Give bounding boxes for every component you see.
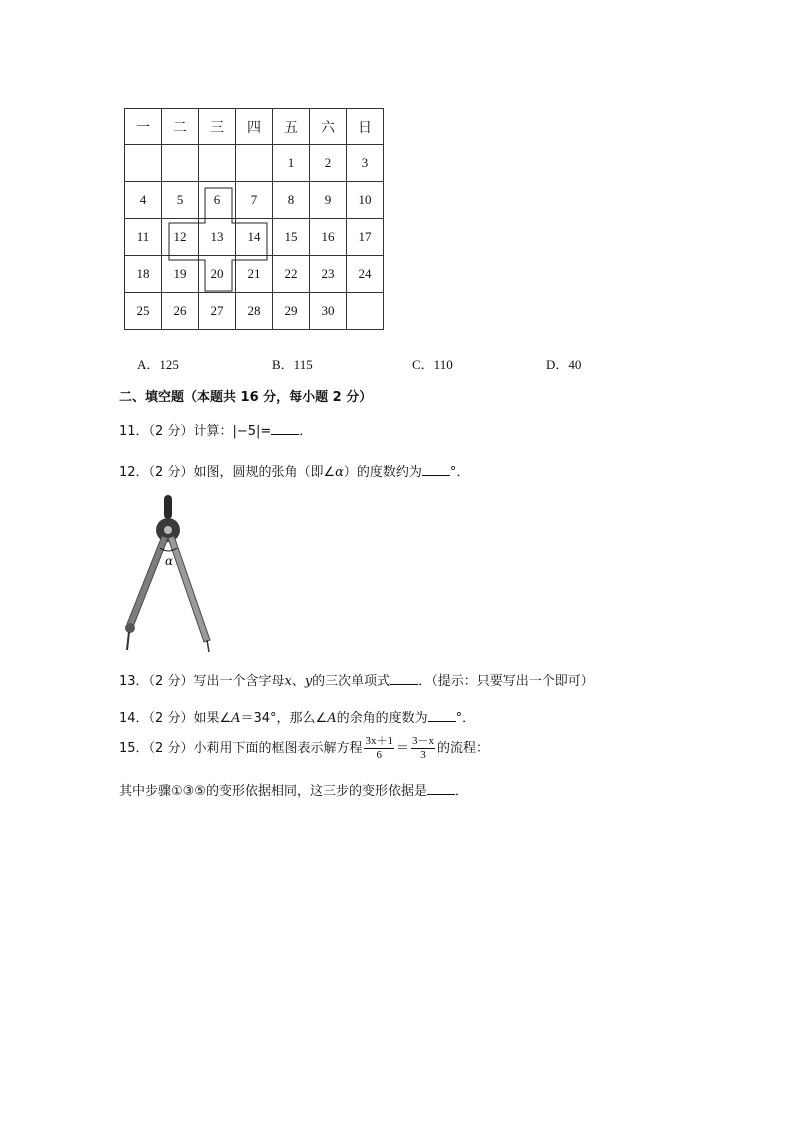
- calendar-cell: [162, 145, 199, 182]
- question-13: [119, 670, 594, 689]
- answer-blank: [428, 709, 456, 722]
- question-15-continuation: [119, 780, 468, 799]
- calendar-cell: 6: [199, 182, 236, 219]
- calendar-cell: 8: [273, 182, 310, 219]
- q12-suffix: °．: [449, 465, 470, 480]
- weekday-header: 日: [347, 109, 384, 145]
- var-A: A: [327, 711, 337, 726]
- weekday-header: 三: [199, 109, 236, 145]
- calendar-cell: 21: [236, 256, 273, 293]
- calendar-cell: 13: [199, 219, 236, 256]
- q15b-suffix: ．: [454, 784, 468, 799]
- q13-text: 13．（2 分）写出一个含字母: [119, 674, 285, 689]
- calendar-cell: 15: [273, 219, 310, 256]
- alpha-label: α: [165, 554, 174, 568]
- calendar-cell: 12: [162, 219, 199, 256]
- calendar-cell: 20: [199, 256, 236, 293]
- calendar-cell: 30: [310, 293, 347, 330]
- q15-suffix: 的流程：: [436, 741, 489, 756]
- calendar-row: [125, 293, 384, 330]
- compass-figure: [112, 492, 222, 657]
- calendar-cell: 25: [125, 293, 162, 330]
- weekday-header: 六: [310, 109, 347, 145]
- weekday-header: 四: [236, 109, 273, 145]
- calendar-cell: 9: [310, 182, 347, 219]
- calendar-cell: 26: [162, 293, 199, 330]
- calendar-row: [125, 145, 384, 182]
- compass-pencil-clamp: [125, 623, 135, 633]
- calendar-cell: [199, 145, 236, 182]
- calendar-cell: 3: [347, 145, 384, 182]
- var-x: x: [284, 674, 292, 689]
- q13-suffix: ．（提示：只要写出一个即可）: [418, 674, 594, 689]
- fraction-denominator: 3: [420, 749, 426, 761]
- calendar-cell: 16: [310, 219, 347, 256]
- var-A: A: [231, 711, 241, 726]
- q13-middle: 的三次单项式: [312, 674, 391, 689]
- compass-hinge-center: [164, 526, 172, 534]
- calendar-cell: 18: [125, 256, 162, 293]
- weekday-header: 二: [162, 109, 199, 145]
- q11-suffix: ．: [299, 424, 313, 439]
- equals-sign: ＝: [395, 741, 409, 756]
- question-15: [119, 735, 489, 762]
- calendar-cell: 4: [125, 182, 162, 219]
- answer-blank: [427, 782, 455, 795]
- q12-middle: ）的度数约为: [343, 465, 422, 480]
- question-14: [119, 707, 475, 726]
- calendar-cell: 24: [347, 256, 384, 293]
- weekday-header: 五: [273, 109, 310, 145]
- section-heading: 二、填空题（本题共 16 分，每小题 2 分）: [119, 390, 373, 405]
- calendar-cell: 19: [162, 256, 199, 293]
- weekday-header: 一: [125, 109, 162, 145]
- q15-text: 15．（2 分）小莉用下面的框图表示解方程: [119, 741, 363, 756]
- calendar-cell: 22: [273, 256, 310, 293]
- q14-eq: ＝34°，那么∠: [240, 711, 328, 726]
- question-11: [119, 420, 312, 439]
- answer-blank: [390, 672, 418, 685]
- calendar-row: [125, 182, 384, 219]
- calendar-cell: [236, 145, 273, 182]
- calendar-row: [125, 256, 384, 293]
- fraction-numerator: 3－x: [411, 735, 434, 747]
- calendar-cell: 5: [162, 182, 199, 219]
- q13-sep: 、: [291, 674, 305, 689]
- q14-suffix: °．: [455, 711, 476, 726]
- calendar-cell: 1: [273, 145, 310, 182]
- compass-needle-tip: [207, 640, 209, 652]
- question-12: [119, 461, 469, 480]
- q12-text: 12．（2 分）如图，圆规的张角（即∠: [119, 465, 336, 480]
- compass-handle: [164, 495, 172, 519]
- answer-blank: [271, 422, 299, 435]
- calendar-cell: [125, 145, 162, 182]
- fraction-right: [411, 735, 435, 762]
- fraction-denominator: 6: [376, 749, 382, 761]
- calendar-cell: 23: [310, 256, 347, 293]
- calendar-cell: 11: [125, 219, 162, 256]
- q14-middle: 的余角的度数为: [336, 711, 428, 726]
- calendar-cell: 28: [236, 293, 273, 330]
- option-d: D．40: [546, 357, 582, 372]
- calendar-cell: 29: [273, 293, 310, 330]
- calendar-cell: 14: [236, 219, 273, 256]
- compass-pencil-tip: [127, 632, 129, 650]
- answer-blank: [422, 463, 450, 476]
- calendar-cell: 7: [236, 182, 273, 219]
- compass-right-leg: [168, 536, 210, 642]
- calendar-table: [124, 108, 384, 330]
- calendar-row: [125, 219, 384, 256]
- calendar-cell: 27: [199, 293, 236, 330]
- calendar-header-row: [125, 109, 384, 145]
- q14-text: 14．（2 分）如果∠: [119, 711, 232, 726]
- option-c: C．110: [412, 357, 453, 372]
- calendar-cell: 2: [310, 145, 347, 182]
- alpha-symbol: α: [335, 465, 344, 480]
- calendar-cell: [347, 293, 384, 330]
- calendar-cell: 10: [347, 182, 384, 219]
- option-b: B．115: [272, 357, 313, 372]
- q11-text: 11．（2 分）计算：|−5|=: [119, 424, 272, 439]
- calendar-cell: 17: [347, 219, 384, 256]
- fraction-numerator: 3x＋1: [365, 735, 393, 747]
- q15b-text: 其中步骤①③⑤的变形依据相同，这三步的变形依据是: [119, 784, 427, 799]
- fraction-left: [364, 735, 394, 762]
- var-y: y: [304, 674, 313, 689]
- option-a: A．125: [137, 357, 179, 372]
